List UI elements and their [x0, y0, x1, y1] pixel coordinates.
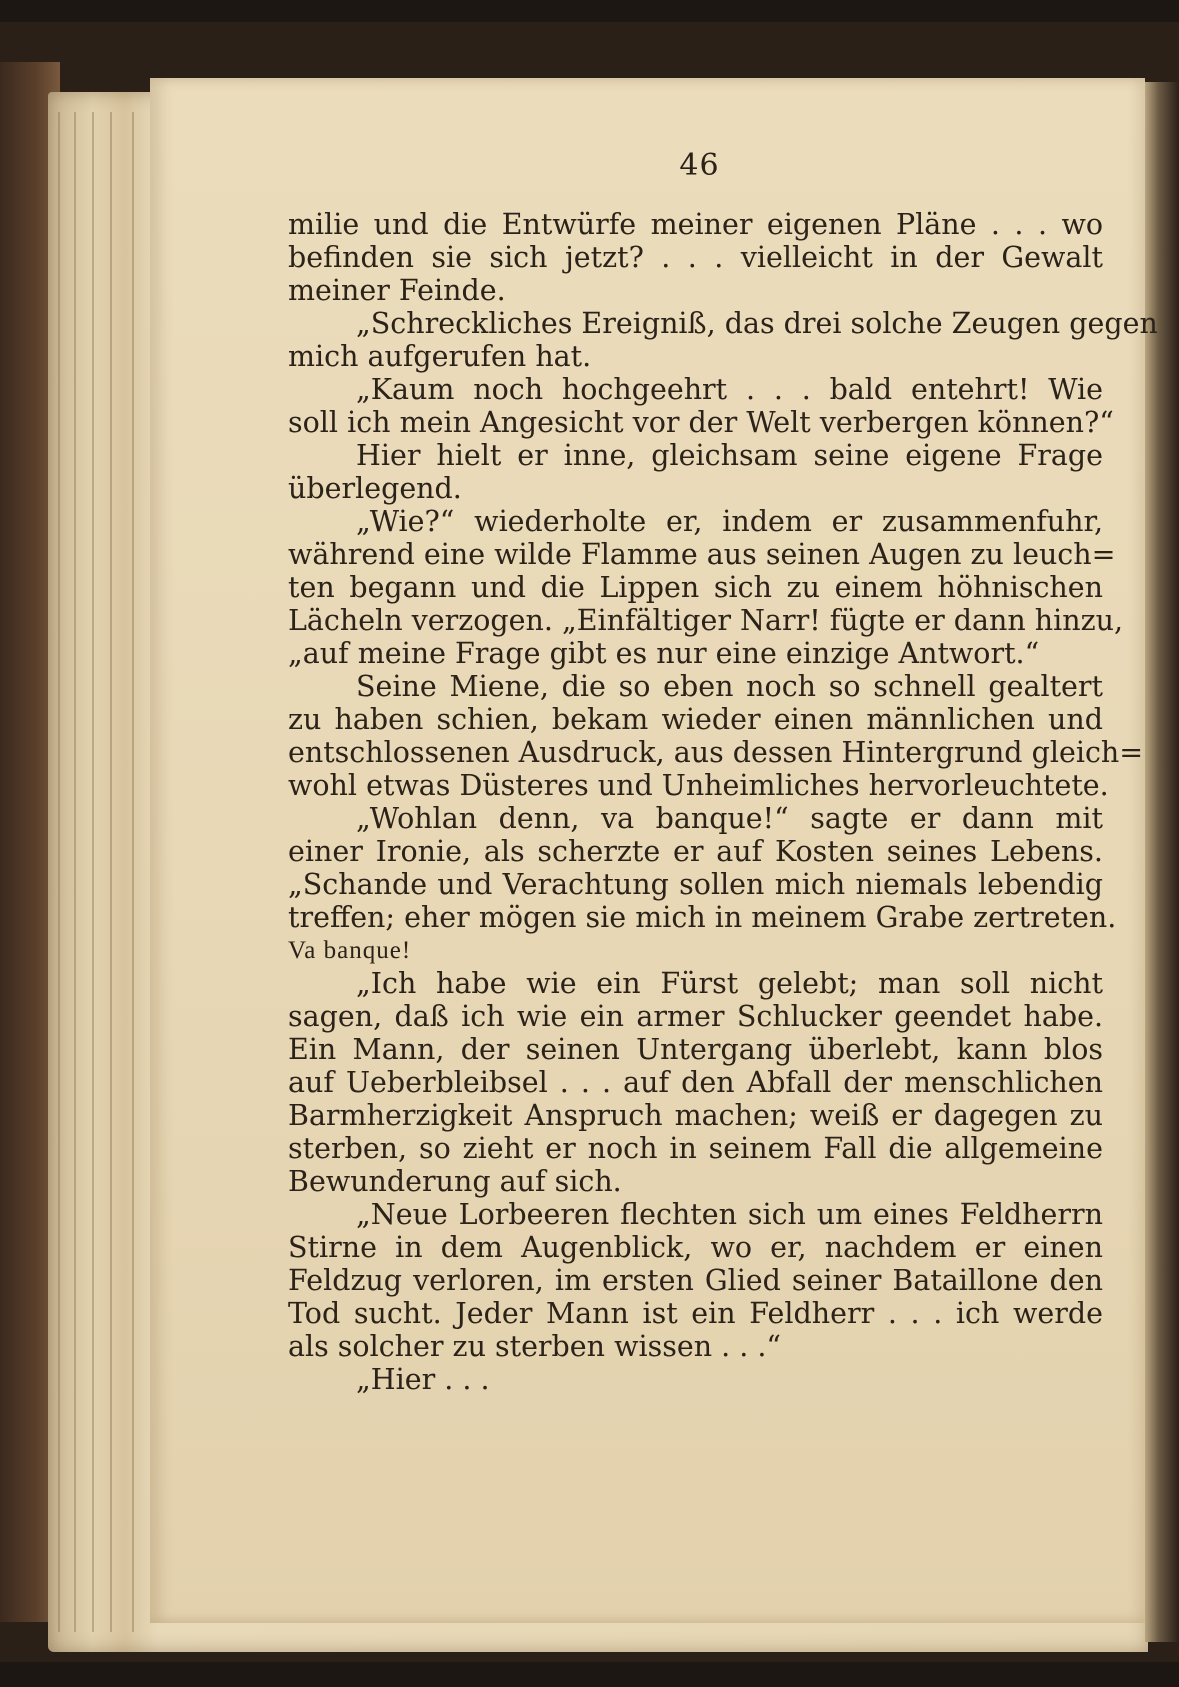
text-line: „Kaum noch hochgeehrt . . . bald entehrt! Wie [356, 373, 1103, 406]
text-line: meiner Feinde. [288, 274, 506, 307]
text-line: treffen; eher mögen sie mich in meinem Grabe zertreten. [288, 901, 1117, 934]
text-line: „auf meine Frage gibt es nur eine einzige Antwort.“ [288, 637, 1040, 670]
text-line: milie und die Entwürfe meiner eigenen Pläne . . . wo [288, 208, 1103, 241]
page-number: 46 [679, 148, 720, 183]
text-line: Bewunderung auf sich. [288, 1165, 622, 1198]
text-line: ten begann und die Lippen sich zu einem höhnischen [288, 571, 1103, 604]
text-line: zu haben schien, bekam wieder einen männlichen und [288, 703, 1103, 736]
page-edge-line [92, 112, 94, 1632]
text-line: sagen, daß ich wie ein armer Schlucker geendet habe. [288, 1000, 1103, 1033]
text-line: einer Ironie, als scherzte er auf Kosten seines Lebens. [288, 835, 1103, 868]
page-text-body [288, 208, 1158, 1396]
text-line: Hier hielt er inne, gleichsam seine eigene Frage [356, 439, 1103, 472]
text-line: während eine wilde Flamme aus seinen Augen zu leuch= [288, 538, 1116, 571]
text-line: „Schreckliches Ereigniß, das drei solche Zeugen gegen [356, 307, 1158, 340]
text-line: wohl etwas Düsteres und Unheimliches hervorleuchtete. [288, 769, 1109, 802]
page-edge-line [132, 112, 134, 1632]
text-line: auf Ueberbleibsel . . . auf den Abfall der menschlichen [288, 1066, 1103, 1099]
text-line: soll ich mein Angesicht vor der Welt verbergen können?“ [288, 406, 1114, 439]
text-line: Barmherzigkeit Anspruch machen; weiß er dagegen zu [288, 1099, 1103, 1132]
text-line: „Schande und Verachtung sollen mich niemals lebendig [288, 868, 1103, 901]
text-line: „Wie?“ wiederholte er, indem er zusammenfuhr, [356, 505, 1103, 538]
text-line: „Hier . . . [356, 1363, 490, 1396]
text-line: sterben, so zieht er noch in seinem Fall die allgemeine [288, 1132, 1103, 1165]
text-line: „Ich habe wie ein Fürst gelebt; man soll nicht [356, 967, 1103, 1000]
text-line: Tod sucht. Jeder Mann ist ein Feldherr . . . ich werde [288, 1297, 1103, 1330]
text-line: befinden sie sich jetzt? . . . vielleicht in der Gewalt [288, 241, 1103, 274]
text-line: Seine Miene, die so eben noch so schnell gealtert [356, 670, 1103, 703]
text-line: Stirne in dem Augenblick, wo er, nachdem er einen [288, 1231, 1103, 1264]
text-line: als solcher zu sterben wissen . . .“ [288, 1330, 781, 1363]
text-line: mich aufgerufen hat. [288, 340, 592, 373]
page-edge-line [110, 112, 112, 1632]
page-edge-line [58, 112, 60, 1632]
text-line: Va banque! [288, 937, 412, 964]
text-line: „Wohlan denn, va banque!“ sagte er dann mit [356, 802, 1103, 835]
text-line: „Neue Lorbeeren flechten sich um eines Feldherrn [356, 1198, 1103, 1231]
text-line: Feldzug verloren, im ersten Glied seiner Bataillone den [288, 1264, 1103, 1297]
text-line: Ein Mann, der seinen Untergang überlebt, kann blos [288, 1033, 1103, 1066]
text-line: überlegend. [288, 472, 462, 505]
page-edge-line [74, 112, 76, 1632]
text-line: entschlossenen Ausdruck, aus dessen Hintergrund gleich= [288, 736, 1144, 769]
text-line: Lächeln verzogen. „Einfältiger Narr! fügte er dann hinzu, [288, 604, 1124, 637]
